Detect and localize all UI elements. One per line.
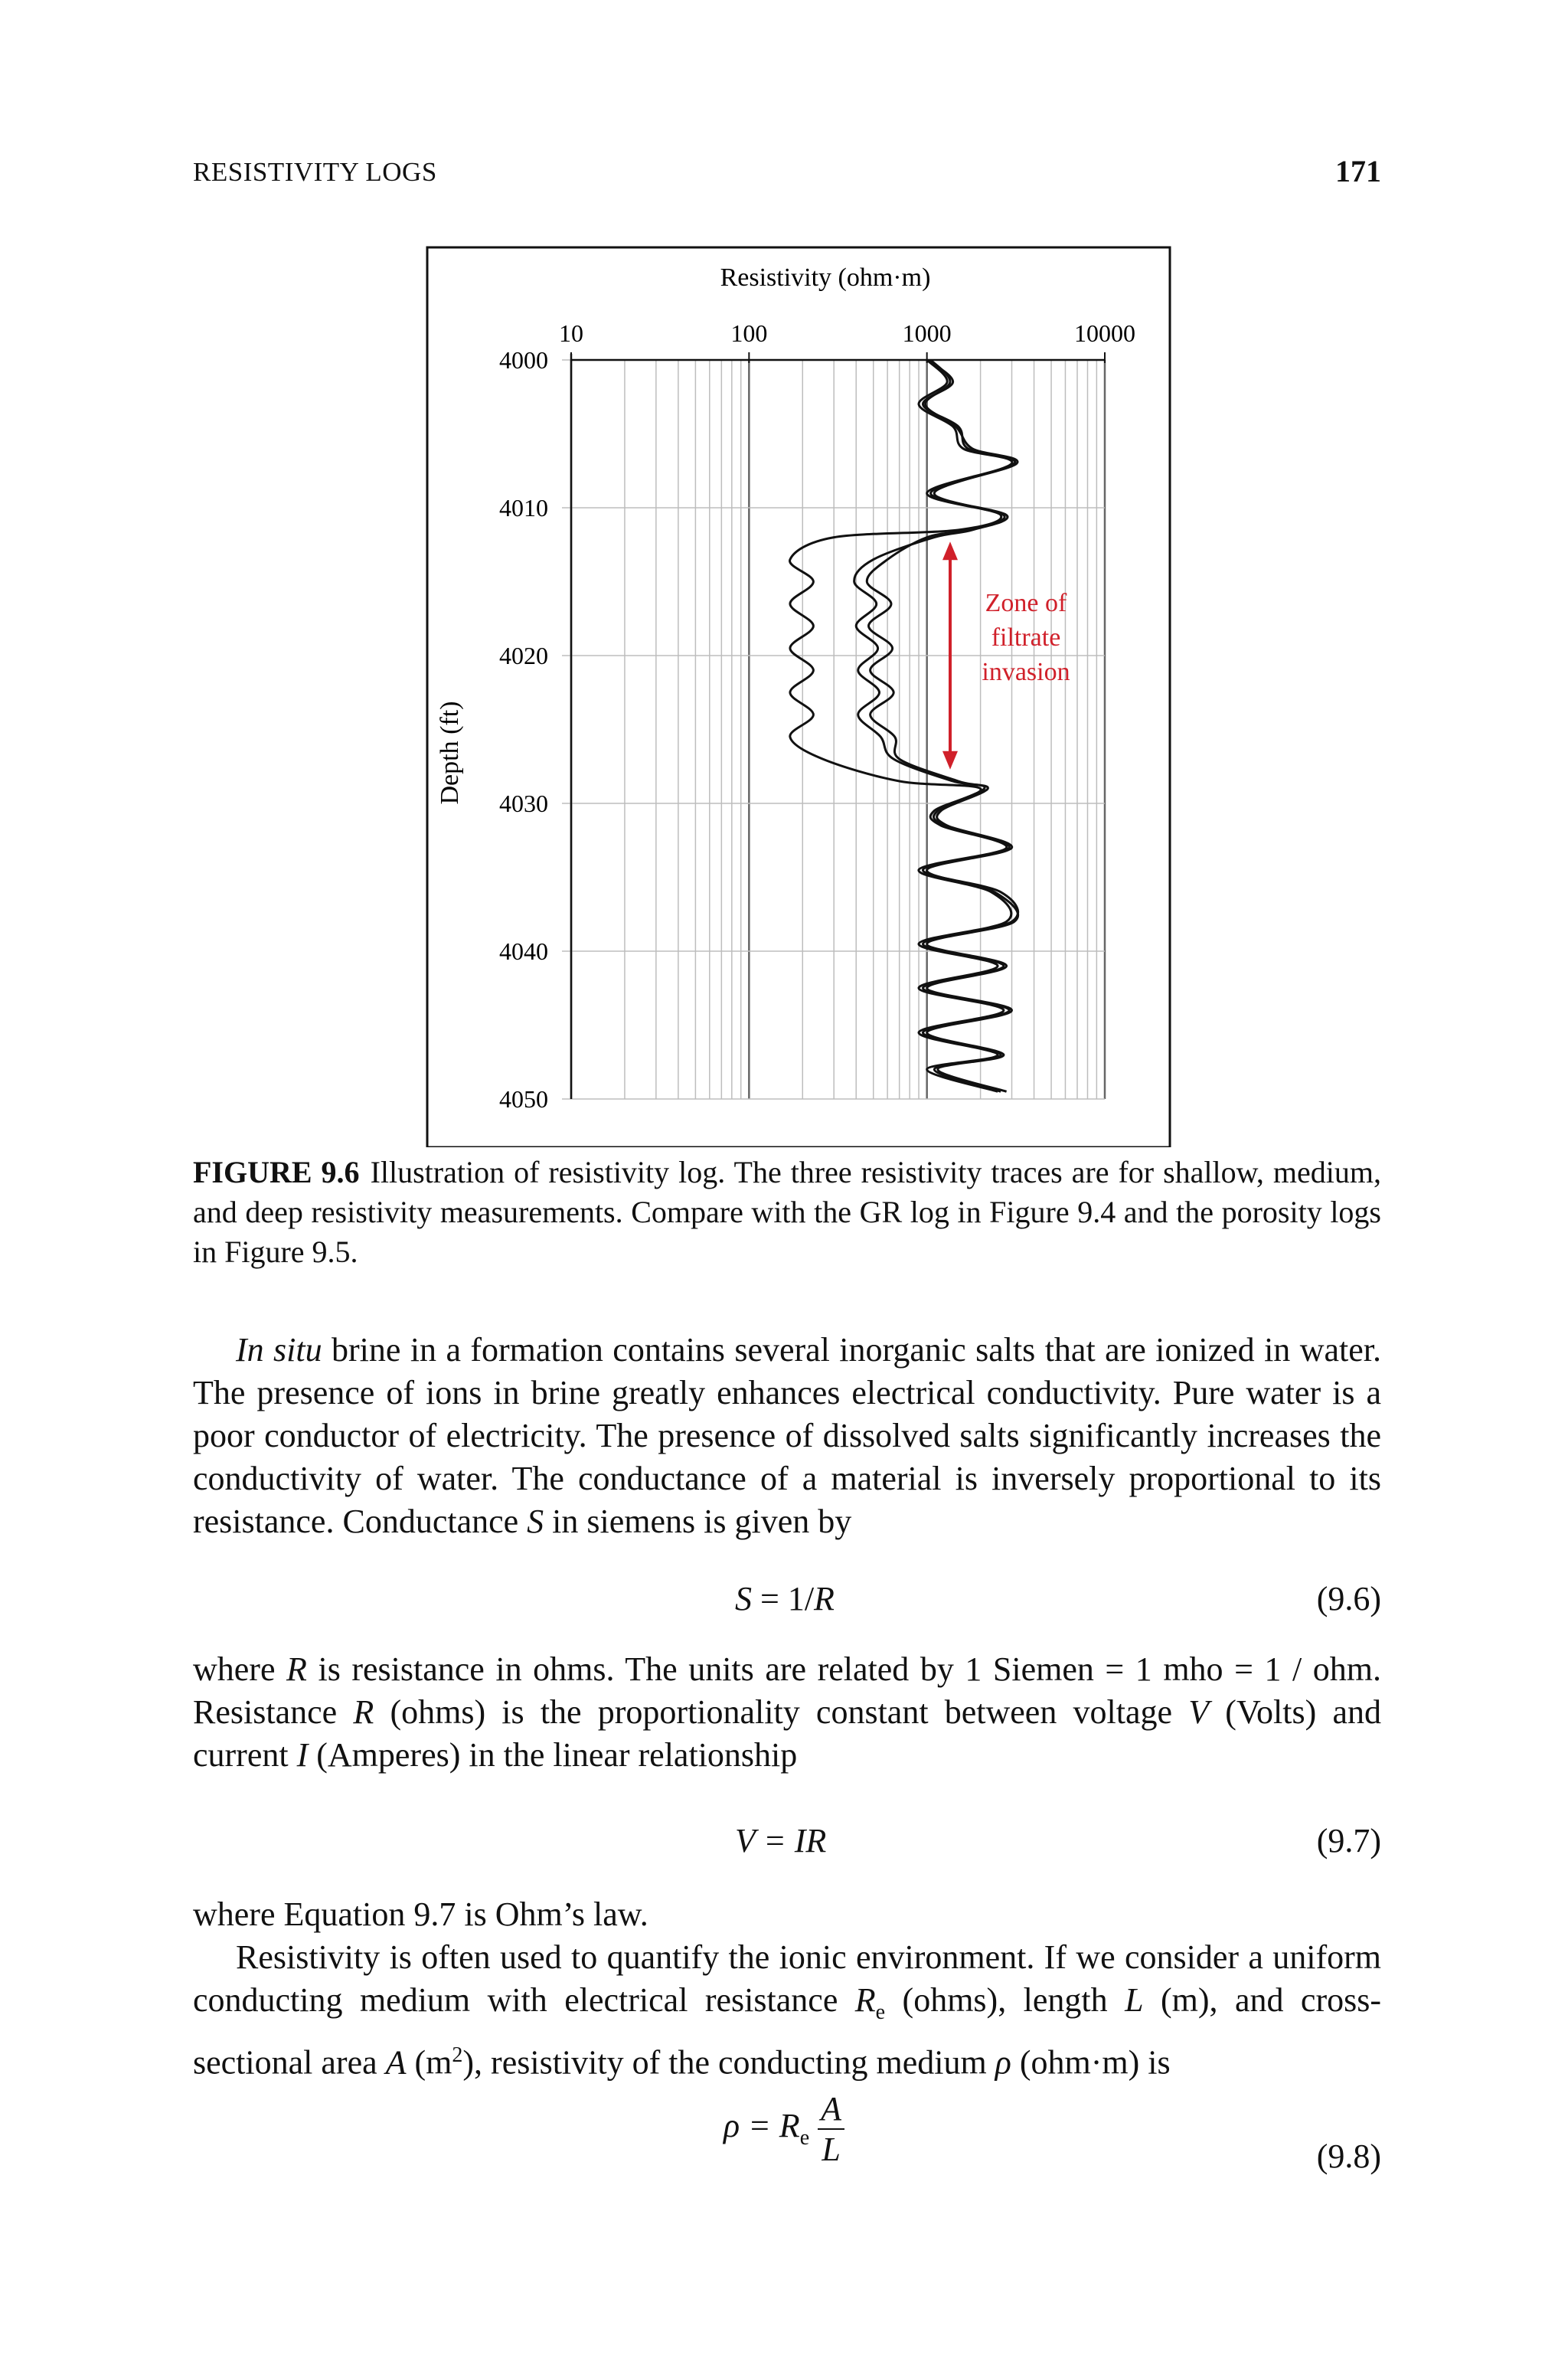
annotation-text-line: filtrate — [991, 623, 1061, 652]
running-head: RESISTIVITY LOGS — [193, 157, 437, 187]
y-tick-label: 4040 — [499, 937, 548, 965]
paragraph-3: where Equation 9.7 is Ohm’s law. — [193, 1895, 648, 1933]
trace-shallow — [790, 360, 1012, 1091]
eq1-lhs: S — [735, 1580, 752, 1617]
p2-r: R — [286, 1650, 307, 1688]
x-tick-label: 100 — [730, 319, 768, 347]
p4-rho: ρ — [995, 2043, 1011, 2082]
equation-number-9-8: (9.8) — [1316, 2137, 1381, 2175]
p4-e: ), resistivity of the conducting medium — [462, 2043, 995, 2082]
figure-caption — [193, 1153, 1381, 1272]
annotation-arrow-head-up — [942, 541, 958, 560]
p2-b: is resistance in ohms. The units are related by 1 Siemen = 1 mho = 1 / ohm. Resistance — [193, 1650, 1382, 1731]
p2-r2: R — [353, 1693, 374, 1731]
paragraph-2 — [193, 1648, 1381, 1777]
p4-re: R — [854, 1981, 876, 2019]
p4-a-var: A — [385, 2043, 407, 2082]
p2-c: (ohms) is the proportionality constant between voltage — [374, 1693, 1189, 1731]
y-axis-title: Depth (ft) — [436, 701, 464, 805]
p2-e: (Amperes) in the linear relationship — [308, 1736, 798, 1774]
p2-d: (Volts) and current — [193, 1693, 1381, 1774]
p4-f: (ohm·m) is — [1011, 2043, 1171, 2082]
in-situ-term: In situ — [236, 1331, 322, 1369]
x-tick-label: 1000 — [902, 319, 952, 347]
eq1-rhs: = 1/ — [752, 1580, 815, 1617]
y-tick-label: 4000 — [499, 346, 548, 374]
equation-9-6 — [735, 1579, 835, 1618]
figure-frame — [427, 247, 1170, 1147]
figure-label: FIGURE 9.6 — [193, 1155, 360, 1189]
equation-9-7: V = IR — [735, 1822, 827, 1859]
eq3-sub: e — [799, 2125, 810, 2150]
p4-d: (m — [406, 2043, 452, 2082]
grid — [562, 352, 1105, 1099]
p4-a: Resistivity is often used to quantify the ionic environment. If we consider a uniform conducting medium with electrical resistance — [193, 1938, 1381, 2019]
p4-sub-e: e — [875, 2000, 886, 2024]
y-tick-label: 4050 — [499, 1085, 548, 1113]
traces — [790, 360, 1018, 1091]
axis-labels — [436, 263, 1135, 1113]
p1-text-b: in siemens is given by — [544, 1503, 852, 1540]
x-tick-label: 10 — [559, 319, 583, 347]
annotation-text-line: invasion — [982, 658, 1070, 686]
y-tick-label: 4020 — [499, 642, 548, 669]
p4-sup: 2 — [452, 2043, 463, 2067]
p2-a: where — [193, 1650, 287, 1688]
p4-b: (ohms), length — [885, 1981, 1125, 2019]
page-number: 171 — [1335, 154, 1381, 188]
eq1-var: R — [814, 1580, 835, 1617]
p1-text-a: brine in a formation contains several inorganic salts that are ionized in water. The presence of ions in brine greatly enhances electrical conductivity. Pure water is a poor conductor of electricity. The presence of dissolved salts significantly increases the conductivity of water. The conductance of a material is inversely proportional to its resistance. Conductance — [193, 1331, 1381, 1540]
eq3-fraction — [818, 2089, 844, 2169]
p2-v: V — [1188, 1693, 1210, 1731]
y-tick-label: 4010 — [499, 494, 548, 522]
caption-text: Illustration of resistivity log. The three resistivity traces are for shallow, medium, and deep resistivity measurements. Compare with the GR log in Figure 9.4 and the porosity logs in Figure 9.5. — [193, 1155, 1381, 1269]
resistivity-log-chart — [420, 244, 1178, 1147]
annotation-arrow-head-down — [942, 751, 958, 770]
equation-9-8 — [724, 2089, 844, 2169]
var-s: S — [527, 1503, 544, 1540]
p2-i: I — [296, 1736, 309, 1774]
x-tick-label: 10000 — [1074, 319, 1135, 347]
x-axis-title: Resistivity (ohm·m) — [720, 263, 931, 292]
y-tick-label: 4030 — [499, 790, 548, 817]
eq3-lhs: ρ = R — [724, 2107, 800, 2145]
p4-l: L — [1125, 1981, 1144, 2019]
eq3-numerator: A — [818, 2089, 844, 2130]
paragraph-1 — [193, 1329, 1381, 1543]
paragraph-4 — [193, 1936, 1381, 2084]
eq3-denominator: L — [822, 2131, 841, 2168]
annotation-text-line: Zone of — [985, 589, 1067, 617]
equation-number-9-6: (9.6) — [1316, 1580, 1381, 1617]
equation-number-9-7: (9.7) — [1316, 1822, 1381, 1859]
p4-c: (m), and cross-sectional area — [193, 1981, 1381, 2082]
